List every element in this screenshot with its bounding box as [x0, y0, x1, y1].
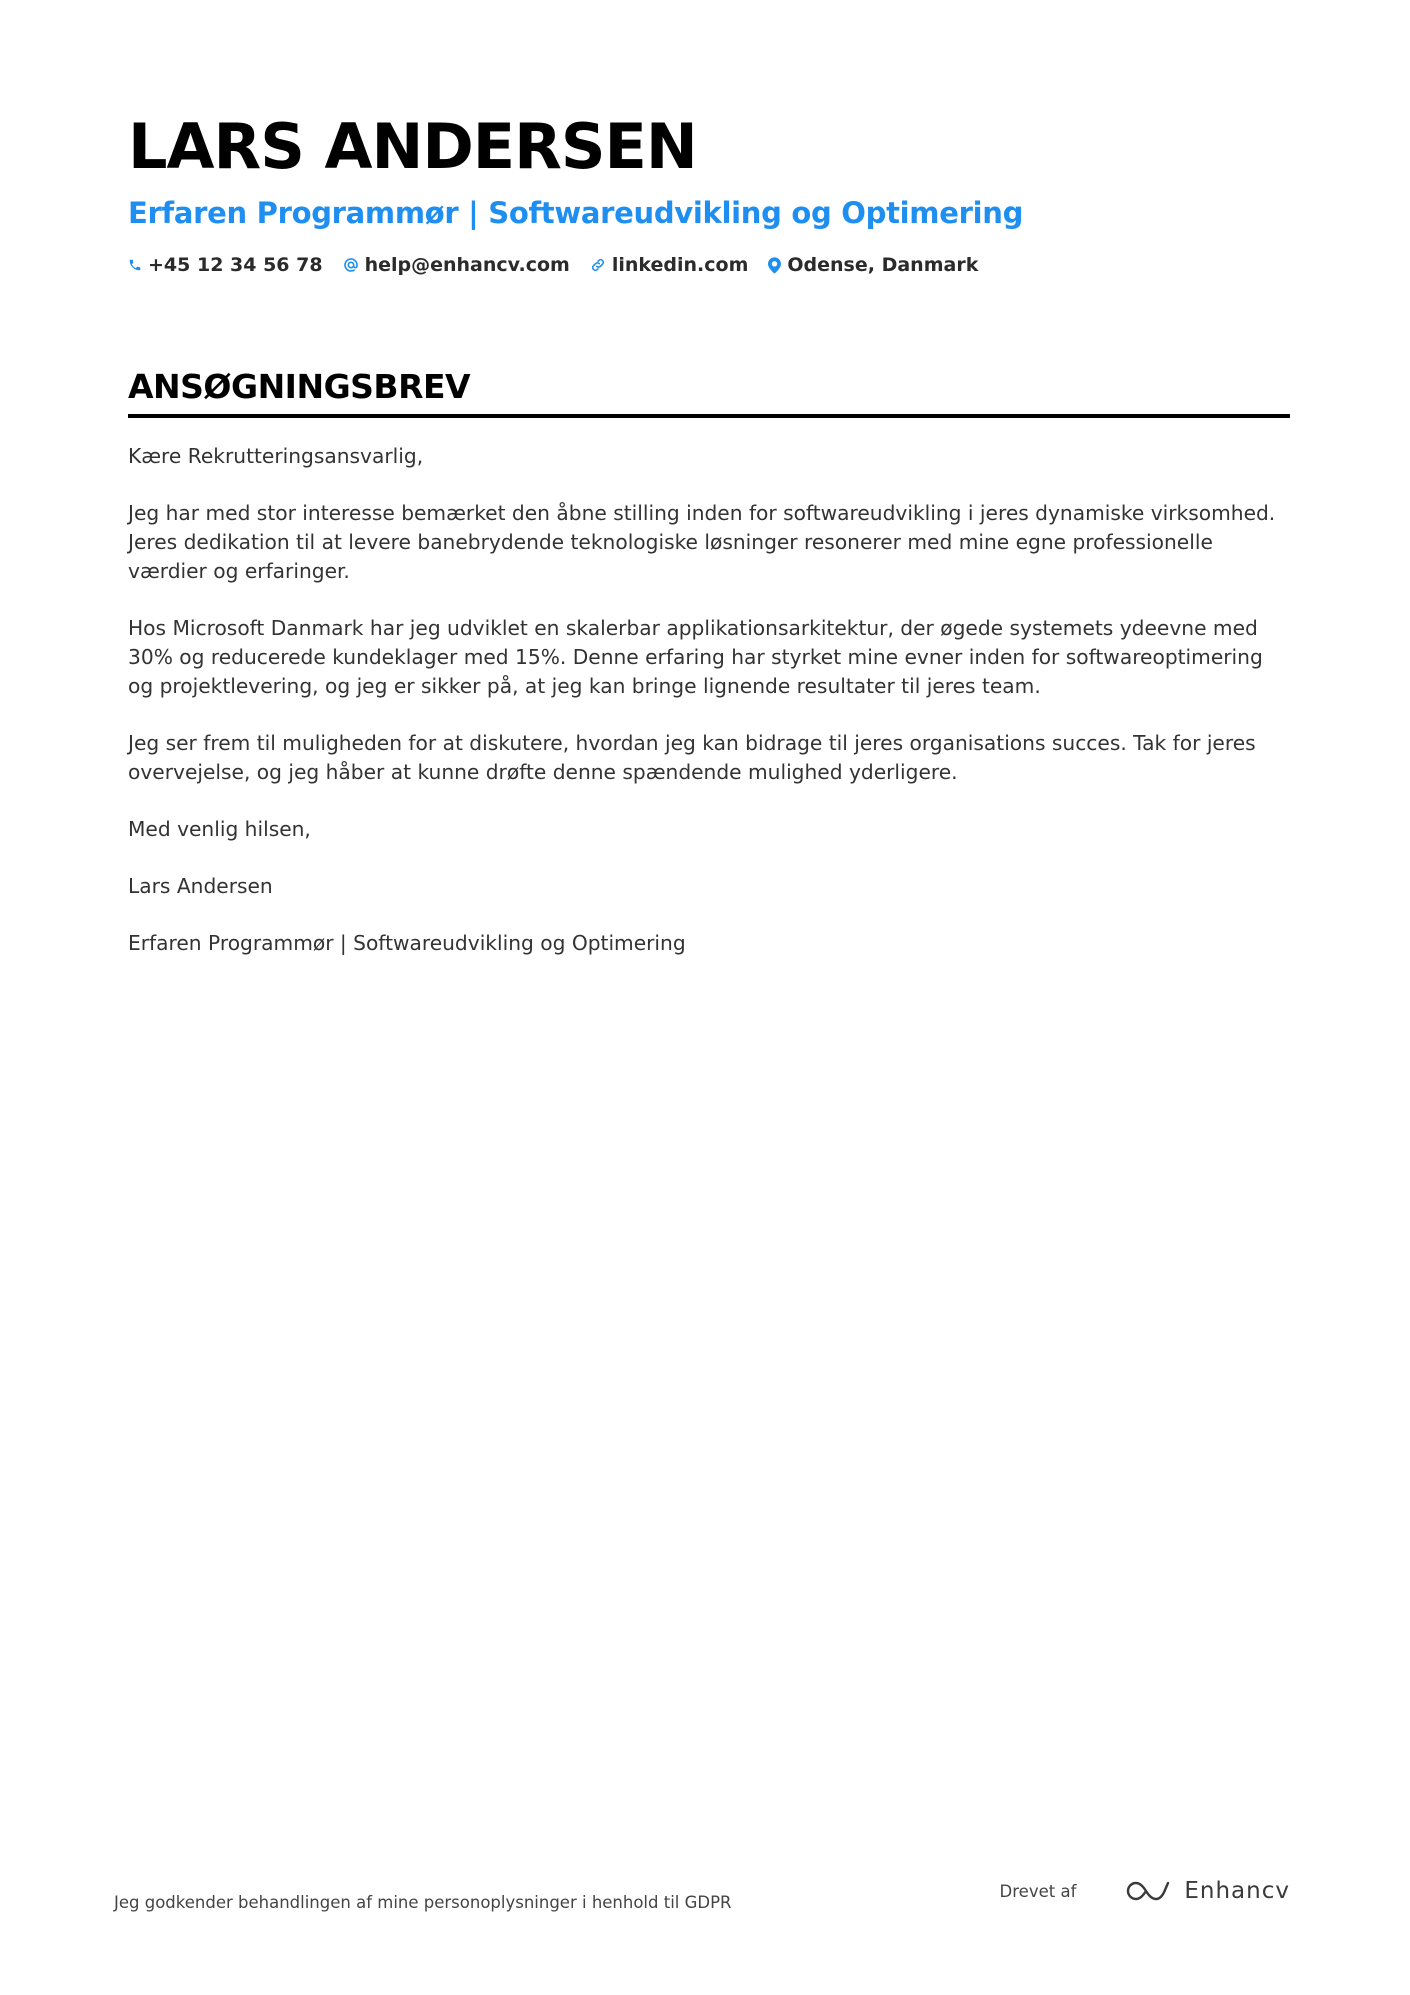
contact-phone — [128, 254, 323, 276]
contact-email[interactable] — [343, 254, 570, 276]
header — [128, 108, 1288, 276]
letter-paragraph: Hos Microsoft Danmark har jeg udviklet en skalerbar applikationsarkitektur, der øgede systemets ydeevne med 30% og reducerede kundeklager med 15%. Denne erfaring har styrket mine evner inden for softwareoptimering og projektlevering, og jeg er sikker på, at jeg kan bringe lignende resultater til jeres team. — [128, 616, 1263, 698]
enhancv-infinity-icon — [1126, 1879, 1172, 1903]
enhancv-logo[interactable] — [1126, 1878, 1290, 1904]
letter-paragraph: Jeg ser frem til muligheden for at diskutere, hvordan jeg kan bidrage til jeres organisations succes. Tak for jeres overvejelse, og jeg håber at kunne drøfte denne spændende mulighed yderligere. — [128, 731, 1256, 784]
footer-branding — [1000, 1878, 1290, 1904]
gdpr-consent: Jeg godkender behandlingen af mine personoplysninger i henhold til GDPR — [114, 1893, 732, 1912]
signature-title: Erfaren Programmør | Softwareudvikling og Optimering — [128, 931, 686, 955]
cover-letter-section — [128, 366, 1290, 986]
signature-name: Lars Andersen — [128, 874, 273, 898]
letter-salutation: Kære Rekrutteringsansvarlig, — [128, 444, 424, 468]
letter-body — [128, 442, 1290, 958]
contact-linkedin-text[interactable]: linkedin.com — [611, 254, 749, 276]
contact-bar — [128, 254, 1288, 276]
contact-email-text[interactable]: help@enhancv.com — [364, 254, 570, 276]
letter-paragraph: Jeg har med stor interesse bemærket den åbne stilling inden for softwareudvikling i jeres dynamiske virksomhed. Jeres dedikation til at levere banebrydende teknologiske løsninger resonerer med mine egne professionelle værdier og erfaringer. — [128, 501, 1276, 583]
phone-icon — [128, 257, 142, 273]
at-icon — [343, 257, 359, 273]
applicant-tagline: Erfaren Programmør | Softwareudvikling og Optimering — [128, 196, 1024, 230]
powered-by-label: Drevet af — [999, 1881, 1077, 1901]
applicant-name: LARS ANDERSEN — [128, 110, 697, 183]
contact-phone-text: +45 12 34 56 78 — [148, 254, 323, 276]
contact-location — [768, 254, 978, 276]
brand-name: Enhancv — [1184, 1878, 1290, 1904]
section-title: ANSØGNINGSBREV — [128, 367, 471, 406]
contact-location-text: Odense, Danmark — [787, 254, 979, 276]
location-pin-icon — [768, 257, 781, 274]
contact-linkedin[interactable] — [590, 254, 749, 276]
section-divider — [128, 414, 1290, 418]
link-icon — [590, 257, 606, 273]
letter-closing: Med venlig hilsen, — [128, 817, 311, 841]
